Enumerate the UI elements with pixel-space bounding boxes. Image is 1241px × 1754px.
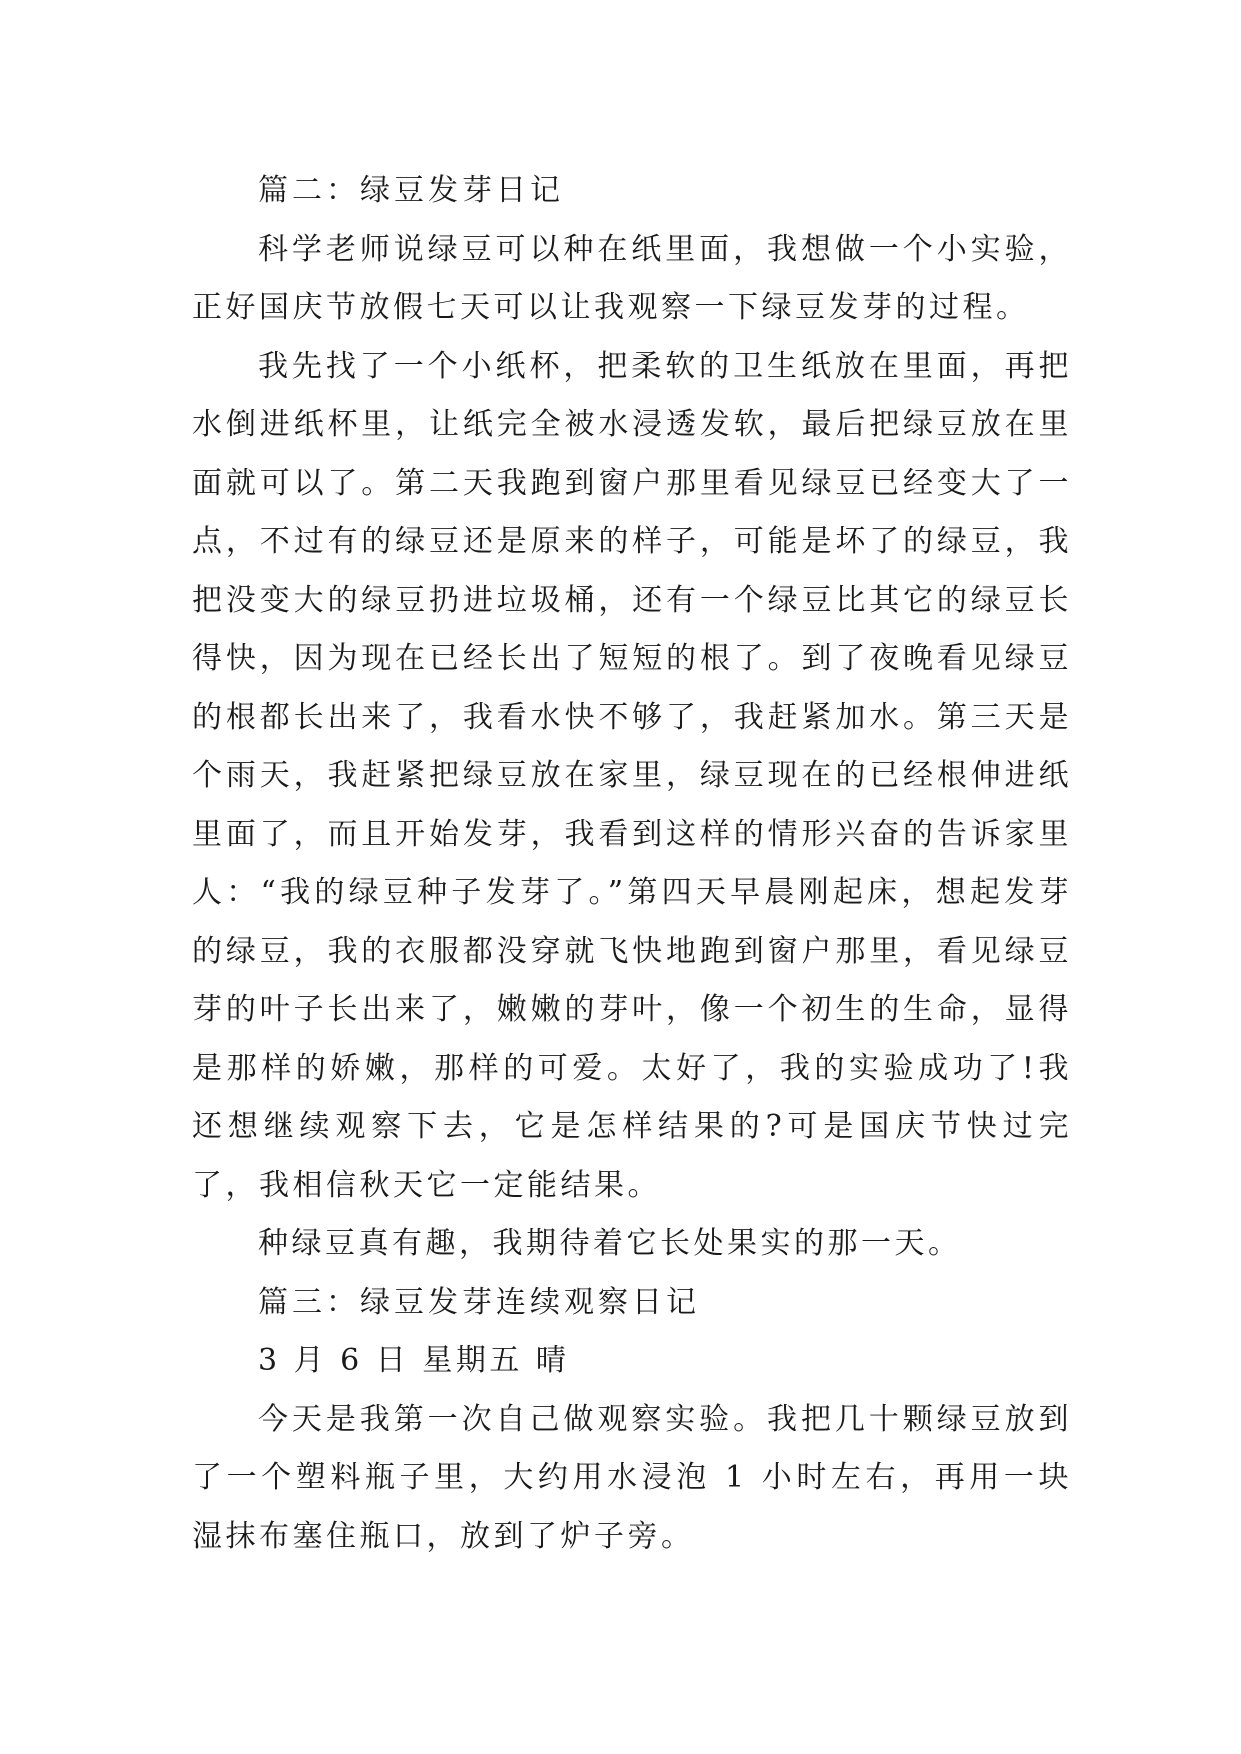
section-heading-3: 篇三：绿豆发芽连续观察日记 [258, 1284, 700, 1320]
paragraph-day-one: 今天是我第一次自己做观察实验。我把几十颗绿豆放到了一个塑料瓶子里，大约用水浸泡 1 小时左右，再用一块湿抹布塞住瓶口，放到了炉子旁。 [192, 1401, 1072, 1554]
section-heading-2: 篇二：绿豆发芽日记 [258, 173, 564, 208]
paragraph-intro: 科学老师说绿豆可以种在纸里面，我想做一个小实验，正好国庆节放假七天可以让我观察一下绿豆发芽的过程。 [192, 231, 1072, 325]
paragraph-experiment: 我先找了一个小纸杯，把柔软的卫生纸放在里面，再把水倒进纸杯里，让纸完全被水浸透发软，最后把绿豆放在里面就可以了。第二天我跑到窗户那里看见绿豆已经变大了一点，不过有的绿豆还是原来的样子，可能是坏了的绿豆，我把没变大的绿豆扔进垃圾桶，还有一个绿豆比其它的绿豆长得快，因为现在已经长出了短短的根了。到了夜晚看见绿豆的根都长出来了，我看水快不够了，我赶紧加水。第三天是个雨天，我赶紧把绿豆放在家里，绿豆现在的已经根伸进纸里面了，而且开始发芽，我看到这样的情形兴奋的告诉家里人：“我的绿豆种子发芽了。”第四天早晨刚起床，想起发芽的绿豆，我的衣服都没穿就飞快地跑到窗户那里，看见绿豆芽的叶子长出来了，嫩嫩的芽叶，像一个初生的生命，显得是那样的娇嫩，那样的可爱。太好了，我的实验成功了!我还想继续观察下去，它是怎样结果的?可是国庆节快过完了，我相信秋天它一定能结果。 [192, 348, 1072, 1203]
diary-date-line: 3 月 6 日 星期五 晴 [258, 1343, 570, 1378]
paragraph-conclusion: 种绿豆真有趣，我期待着它长处果实的那一天。 [258, 1226, 962, 1261]
document-body [192, 162, 1072, 1566]
